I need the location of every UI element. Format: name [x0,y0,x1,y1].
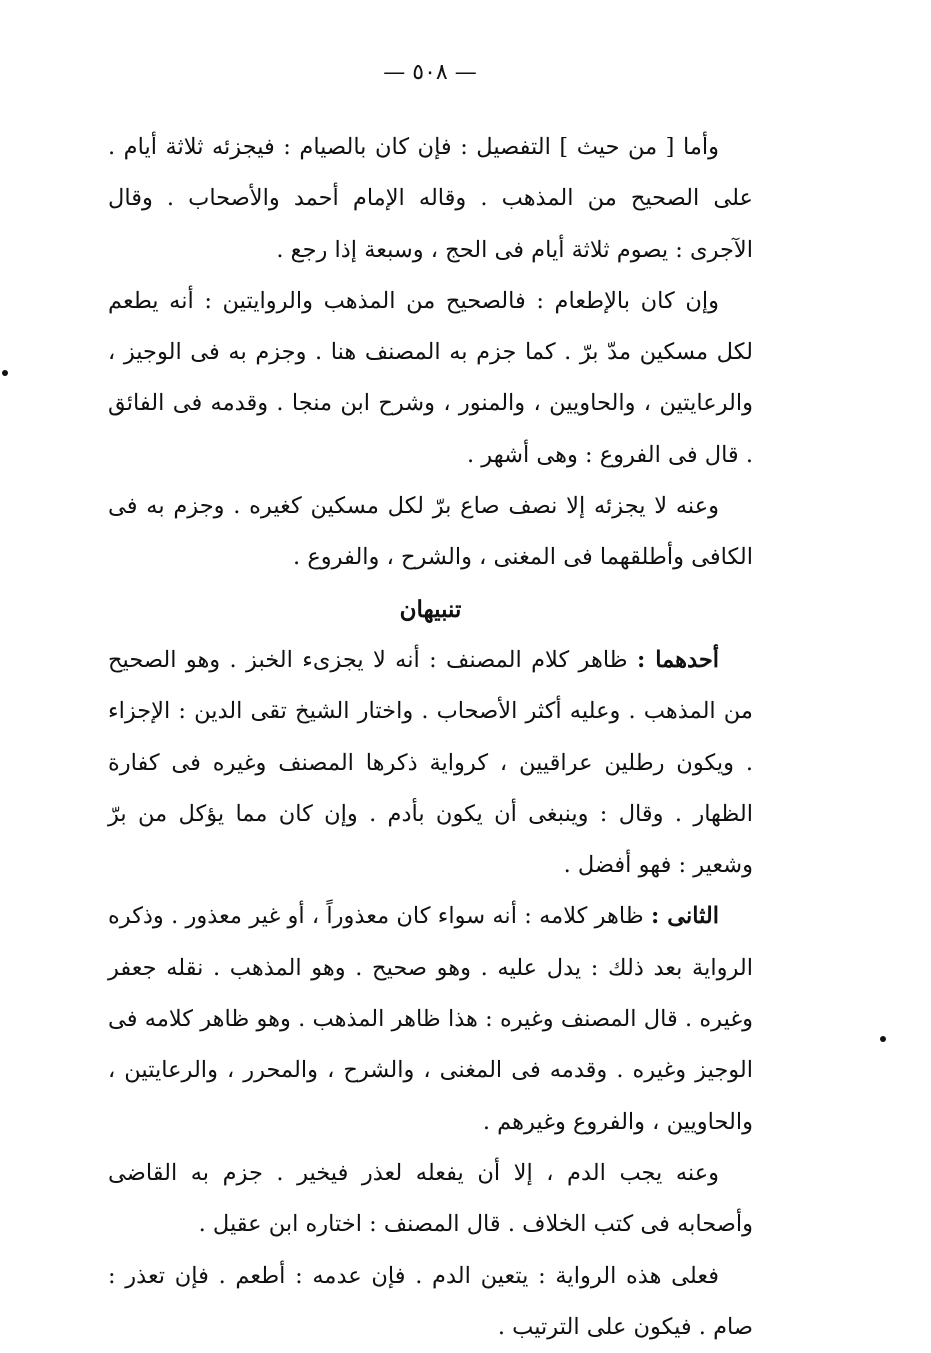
page-number: — ٥٠٨ — [383,60,477,85]
paragraph-text: وعنه لا يجزئه إلا نصف صاع برّ لكل مسكين كغيره . وجزم به فى الكافى وأطلقهما فى المغنى ، والشرح ، والفروع . [108,493,753,571]
margin-mark-bottom [880,1036,886,1042]
note-first [108,635,753,891]
paragraph-feeding [108,276,753,481]
paragraph-order [108,1251,753,1353]
paragraph-alternative-narration [108,481,753,584]
section-heading: تنبيهان [399,595,462,623]
text-body [108,122,753,1353]
note-second [108,891,753,1147]
paragraph-text: فعلى هذه الرواية : يتعين الدم . فإن عدمه : أطعم . فإن تعذر : صام . فيكون على الترتيب . [108,1262,753,1340]
note-lead: أحدهما : [636,646,719,673]
note-lead: الثانى : [650,903,719,930]
paragraph-text: وأما [ من حيث ] التفصيل : فإن كان بالصيام : فيجزئه ثلاثة أيام . على الصحيح من المذهب . وقاله الإمام أحمد والأصحاب . وقال الآجرى : يصوم ثلاثة أيام فى الحج ، وسبعة إذا رجع . [108,134,753,263]
note-text: ظاهر كلام المصنف : أنه لا يجزىء الخبز . وهو الصحيح من المذهب . وعليه أكثر الأصحاب . واختار الشيخ تقى الدين : الإجزاء . ويكون رطلين عراقيين ، كرواية ذكرها المصنف وغيره فى كفارة الظهار . وقال : وينبغى أن يكون بأدم . وإن كان مما يؤكل من برّ وشعير : فهو أفضل . [108,646,753,879]
paragraph-text: وعنه يجب الدم ، إلا أن يفعله لعذر فيخير . جزم به القاضى وأصحابه فى كتب الخلاف . قال المصنف : اختاره ابن عقيل . [108,1159,753,1238]
paragraph-text: وإن كان بالإطعام : فالصحيح من المذهب والروايتين : أنه يطعم لكل مسكين مدّ برّ . كما جزم به المصنف هنا . وجزم به فى الوجيز ، والرعايتين ، والحاويين ، والمنور ، وشرح ابن منجا . وقدمه فى الفائق . قال فى الفروع : وهى أشهر . [108,287,753,468]
margin-mark-top [2,370,8,376]
note-text: ظاهر كلامه : أنه سواء كان معذوراً ، أو غير معذور . وذكره الرواية بعد ذلك : يدل عليه . وهو صحيح . وهو المذهب . نقله جعفر وغيره . قال المصنف وغيره : هذا ظاهر المذهب . وهو ظاهر كلامه فى الوجيز وغيره . وقدمه فى المغنى ، والشرح ، والمحرر ، والرعايتين ، والحاويين ، والفروع وغيرهم . [108,903,753,1135]
paragraph-dam-required [108,1148,753,1251]
paragraph-fasting [108,122,753,276]
